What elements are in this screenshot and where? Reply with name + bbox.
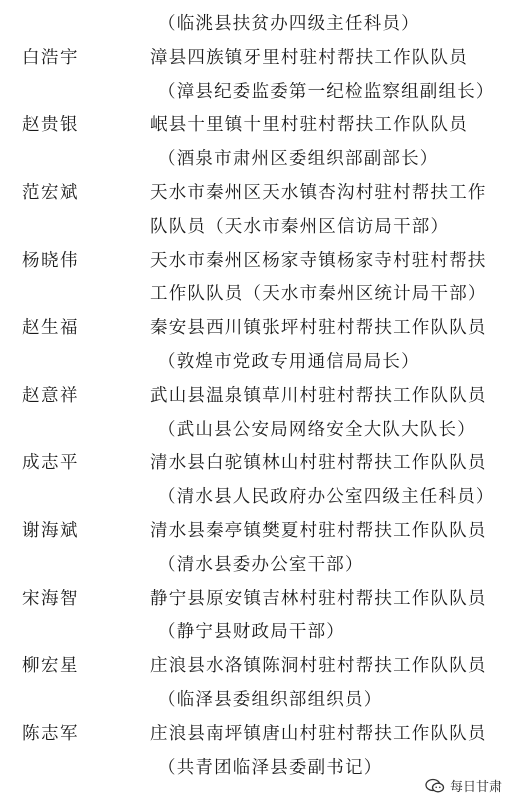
position-line: 庄浪县水洛镇陈洞村驻村帮扶工作队队员 — [150, 656, 487, 676]
position-line: 静宁县原安镇吉林村驻村帮扶工作队队员 — [150, 589, 487, 609]
position-line: 清水县白驼镇林山村驻村帮扶工作队队员 — [150, 453, 487, 473]
position-line: 天水市秦州区杨家寺镇杨家寺村驻村帮扶 — [150, 251, 487, 271]
position-detail-line: （清水县人民政府办公室四级主任科员） — [158, 487, 495, 507]
person-name: 赵意祥 — [22, 386, 79, 406]
position-detail-line: 队队员（天水市秦州区信访局干部） — [150, 217, 450, 237]
position-line: 清水县秦亭镇樊夏村驻村帮扶工作队队员 — [150, 521, 487, 541]
person-name: 谢海斌 — [22, 521, 79, 541]
person-name: 杨晓伟 — [22, 251, 79, 271]
position-line: 岷县十里镇十里村驻村帮扶工作队队员 — [150, 115, 468, 135]
person-name: 白浩宇 — [22, 48, 79, 68]
position-detail-line: 工作队队员（天水市秦州区统计局干部） — [150, 284, 487, 304]
position-detail-line: （清水县委办公室干部） — [158, 555, 364, 575]
person-name: 陈志军 — [22, 724, 79, 744]
position-detail-line: （临泽县委组织部组织员） — [158, 690, 383, 710]
position-line: 武山县温泉镇草川村驻村帮扶工作队队员 — [150, 386, 487, 406]
person-name: 赵生福 — [22, 318, 79, 338]
position-detail-line: （漳县纪委监委第一纪检监察组副组长） — [158, 82, 495, 102]
person-name: 柳宏星 — [22, 656, 79, 676]
watermark — [425, 776, 502, 795]
position-detail-line: （酒泉市肃州区委组织部副部长） — [158, 149, 439, 169]
position-detail-line: （敦煌市党政专用通信局局长） — [158, 352, 420, 372]
position-line: 庄浪县南坪镇唐山村驻村帮扶工作队队员 — [150, 724, 487, 744]
person-name: 赵贵银 — [22, 115, 79, 135]
position-detail-line: （静宁县财政局干部） — [158, 622, 345, 642]
position-line: 天水市秦州区天水镇杏沟村驻村帮扶工作 — [150, 183, 487, 203]
person-name: 成志平 — [22, 453, 79, 473]
wechat-bubble-icon — [425, 778, 445, 794]
position-detail-line: （共青团临泽县委副书记） — [158, 758, 383, 778]
position-line: 秦安县西川镇张坪村驻村帮扶工作队队员 — [150, 318, 487, 338]
person-name: 宋海智 — [22, 589, 79, 609]
position-detail-line: （临洮县扶贫办四级主任科员） — [158, 14, 420, 34]
position-detail-line: （武山县公安局网络安全大队大队长） — [158, 420, 476, 440]
watermark-label: 每日甘肃 — [449, 780, 502, 795]
person-name: 范宏斌 — [22, 183, 79, 203]
position-line: 漳县四族镇牙里村驻村帮扶工作队队员 — [150, 48, 468, 68]
